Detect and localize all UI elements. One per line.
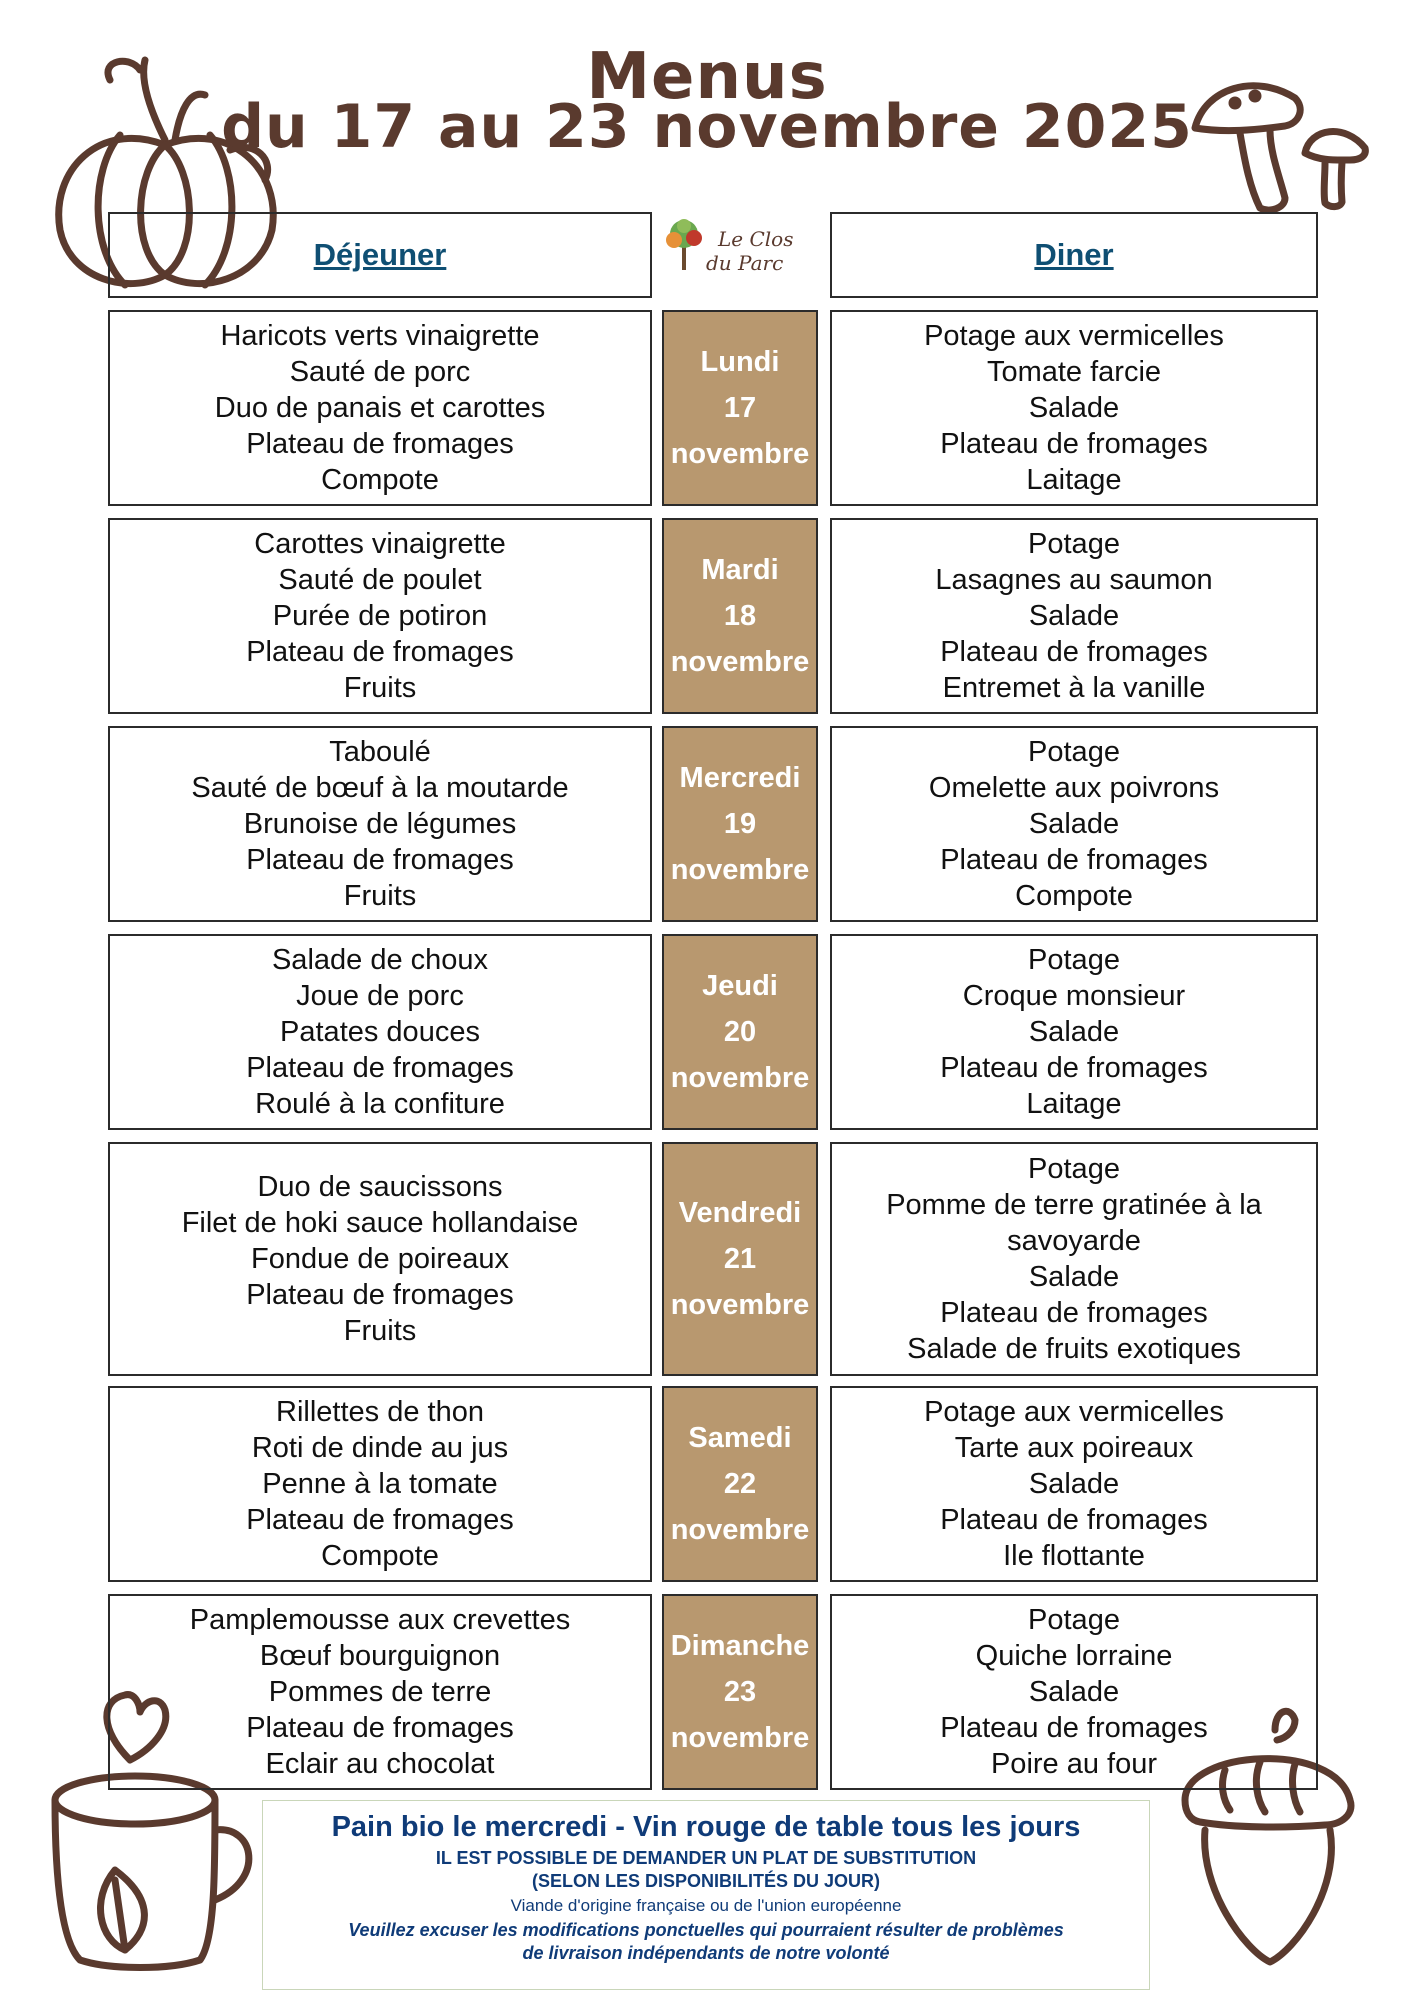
dinner-item: Potage aux vermicelles bbox=[924, 1396, 1224, 1428]
dinner-cell bbox=[830, 518, 1318, 714]
day-month: novembre bbox=[670, 1722, 810, 1754]
day-name: Vendredi bbox=[678, 1197, 802, 1229]
dinner-item: Compote bbox=[1015, 880, 1133, 912]
day-name: Jeudi bbox=[702, 970, 778, 1002]
lunch-item: Duo de saucissons bbox=[257, 1171, 503, 1203]
dinner-item: savoyarde bbox=[1007, 1225, 1141, 1257]
dinner-header bbox=[830, 212, 1318, 298]
lunch-header bbox=[108, 212, 652, 298]
footer-line3: (SELON LES DISPONIBILITÉS DU JOUR) bbox=[531, 1871, 881, 1891]
lunch-item: Sauté de bœuf à la moutarde bbox=[191, 772, 569, 804]
dinner-item: Salade bbox=[1028, 1016, 1120, 1048]
day-label bbox=[662, 934, 818, 1130]
lunch-item: Fruits bbox=[343, 672, 417, 704]
dinner-item: Plateau de fromages bbox=[940, 428, 1208, 460]
day-label bbox=[662, 726, 818, 922]
lunch-item: Haricots verts vinaigrette bbox=[220, 320, 540, 352]
lunch-item: Bœuf bourguignon bbox=[259, 1640, 501, 1672]
lunch-item: Pommes de terre bbox=[268, 1676, 492, 1708]
day-date: 23 bbox=[723, 1676, 757, 1708]
lunch-item: Salade de choux bbox=[271, 944, 489, 976]
day-date: 17 bbox=[723, 392, 757, 424]
dinner-item: Plateau de fromages bbox=[940, 1504, 1208, 1536]
lunch-cell bbox=[108, 726, 652, 922]
lunch-item: Purée de potiron bbox=[272, 600, 488, 632]
lunch-item: Plateau de fromages bbox=[246, 1052, 514, 1084]
dinner-item: Potage bbox=[1028, 944, 1120, 976]
dinner-cell bbox=[830, 726, 1318, 922]
page-subtitle: du 17 au 23 novembre 2025 bbox=[221, 92, 1193, 162]
dinner-item: Salade bbox=[1028, 1468, 1120, 1500]
lunch-item: Compote bbox=[321, 464, 439, 496]
lunch-cell bbox=[108, 1142, 652, 1376]
day-date: 20 bbox=[723, 1016, 757, 1048]
dinner-cell bbox=[830, 934, 1318, 1130]
day-label bbox=[662, 1594, 818, 1790]
lunch-item: Eclair au chocolat bbox=[265, 1748, 495, 1780]
lunch-item: Brunoise de légumes bbox=[243, 808, 517, 840]
lunch-item: Joue de porc bbox=[296, 980, 464, 1012]
lunch-item: Plateau de fromages bbox=[246, 844, 514, 876]
day-name: Samedi bbox=[688, 1422, 792, 1454]
dinner-header-label: Diner bbox=[1034, 237, 1114, 272]
day-date: 19 bbox=[723, 808, 757, 840]
lunch-item: Plateau de fromages bbox=[246, 1504, 514, 1536]
dinner-item: Poire au four bbox=[990, 1748, 1158, 1780]
lunch-cell bbox=[108, 310, 652, 506]
day-date: 18 bbox=[723, 600, 757, 632]
dinner-item: Salade bbox=[1028, 1676, 1120, 1708]
lunch-item: Sauté de porc bbox=[289, 356, 471, 388]
day-date: 21 bbox=[723, 1243, 757, 1275]
lunch-cell bbox=[108, 518, 652, 714]
lunch-item: Rillettes de thon bbox=[276, 1396, 484, 1428]
dinner-item: Plateau de fromages bbox=[940, 844, 1208, 876]
day-name: Mercredi bbox=[679, 762, 801, 794]
dinner-item: Tarte aux poireaux bbox=[954, 1432, 1194, 1464]
dinner-cell bbox=[830, 1142, 1318, 1376]
lunch-item: Fondue de poireaux bbox=[251, 1243, 509, 1275]
dinner-item: Ile flottante bbox=[1003, 1540, 1145, 1572]
day-month: novembre bbox=[670, 438, 810, 470]
logo-line1: Le Clos bbox=[718, 227, 794, 251]
dinner-item: Potage bbox=[1028, 736, 1120, 768]
footer-line4: Viande d'origine française ou de l'union européenne bbox=[510, 1896, 902, 1915]
footer-line1: Pain bio le mercredi - Vin rouge de table tous les jours bbox=[331, 1811, 1081, 1843]
footer-notice bbox=[262, 1800, 1150, 1990]
dinner-item: Lasagnes au saumon bbox=[935, 564, 1213, 596]
day-month: novembre bbox=[670, 646, 810, 678]
lunch-item: Patates douces bbox=[280, 1016, 480, 1048]
logo bbox=[662, 212, 804, 292]
dinner-item: Potage bbox=[1028, 1604, 1120, 1636]
dinner-item: Plateau de fromages bbox=[940, 1297, 1208, 1329]
lunch-cell bbox=[108, 934, 652, 1130]
dinner-item: Salade bbox=[1028, 392, 1120, 424]
lunch-item: Carottes vinaigrette bbox=[254, 528, 506, 560]
day-label bbox=[662, 518, 818, 714]
dinner-item: Laitage bbox=[1026, 1088, 1122, 1120]
lunch-item: Sauté de poulet bbox=[278, 564, 482, 596]
dinner-cell bbox=[830, 1594, 1318, 1790]
dinner-item: Salade bbox=[1028, 808, 1120, 840]
day-month: novembre bbox=[670, 1289, 810, 1321]
dinner-item: Pomme de terre gratinée à la bbox=[886, 1189, 1262, 1221]
lunch-item: Filet de hoki sauce hollandaise bbox=[181, 1207, 579, 1239]
lunch-item: Duo de panais et carottes bbox=[214, 392, 546, 424]
page-title: Menus bbox=[586, 40, 828, 114]
dinner-item: Salade bbox=[1028, 600, 1120, 632]
lunch-header-label: Déjeuner bbox=[313, 237, 447, 272]
lunch-cell bbox=[108, 1386, 652, 1582]
dinner-item: Potage bbox=[1028, 1153, 1120, 1185]
day-month: novembre bbox=[670, 854, 810, 886]
day-label bbox=[662, 1386, 818, 1582]
lunch-item: Compote bbox=[321, 1540, 439, 1572]
lunch-item: Fruits bbox=[343, 1315, 417, 1347]
dinner-item: Plateau de fromages bbox=[940, 1052, 1208, 1084]
lunch-item: Pamplemousse aux crevettes bbox=[189, 1604, 571, 1636]
logo-line2: du Parc bbox=[706, 251, 784, 275]
lunch-item: Fruits bbox=[343, 880, 417, 912]
dinner-item: Quiche lorraine bbox=[975, 1640, 1173, 1672]
day-name: Lundi bbox=[700, 346, 780, 378]
dinner-item: Entremet à la vanille bbox=[942, 672, 1206, 704]
day-name: Mardi bbox=[701, 554, 779, 586]
dinner-item: Salade bbox=[1028, 1261, 1120, 1293]
dinner-item: Tomate farcie bbox=[986, 356, 1162, 388]
dinner-cell bbox=[830, 1386, 1318, 1582]
dinner-item: Laitage bbox=[1026, 464, 1122, 496]
dinner-cell bbox=[830, 310, 1318, 506]
dinner-item: Potage aux vermicelles bbox=[924, 320, 1224, 352]
dinner-item: Potage bbox=[1028, 528, 1120, 560]
tree-icon bbox=[666, 219, 702, 270]
dinner-item: Plateau de fromages bbox=[940, 636, 1208, 668]
day-label bbox=[662, 1142, 818, 1376]
lunch-item: Taboulé bbox=[329, 736, 431, 768]
lunch-cell bbox=[108, 1594, 652, 1790]
dinner-item: Plateau de fromages bbox=[940, 1712, 1208, 1744]
day-label bbox=[662, 310, 818, 506]
lunch-item: Plateau de fromages bbox=[246, 636, 514, 668]
lunch-item: Plateau de fromages bbox=[246, 1279, 514, 1311]
day-month: novembre bbox=[670, 1062, 810, 1094]
day-date: 22 bbox=[723, 1468, 757, 1500]
dinner-item: Omelette aux poivrons bbox=[928, 772, 1220, 804]
lunch-item: Roulé à la confiture bbox=[255, 1088, 505, 1120]
footer-line5: Veuillez excuser les modifications ponctuelles qui pourraient résulter de problèmes bbox=[348, 1920, 1064, 1940]
footer-line2: IL EST POSSIBLE DE DEMANDER UN PLAT DE SUBSTITUTION bbox=[435, 1848, 977, 1868]
footer-line6: de livraison indépendants de notre volonté bbox=[522, 1943, 890, 1963]
lunch-item: Plateau de fromages bbox=[246, 428, 514, 460]
lunch-item: Roti de dinde au jus bbox=[251, 1432, 509, 1464]
day-month: novembre bbox=[670, 1514, 810, 1546]
lunch-item: Penne à la tomate bbox=[262, 1468, 498, 1500]
lunch-item: Plateau de fromages bbox=[246, 1712, 514, 1744]
dinner-item: Croque monsieur bbox=[962, 980, 1186, 1012]
day-name: Dimanche bbox=[670, 1630, 810, 1662]
dinner-item: Salade de fruits exotiques bbox=[907, 1333, 1241, 1365]
